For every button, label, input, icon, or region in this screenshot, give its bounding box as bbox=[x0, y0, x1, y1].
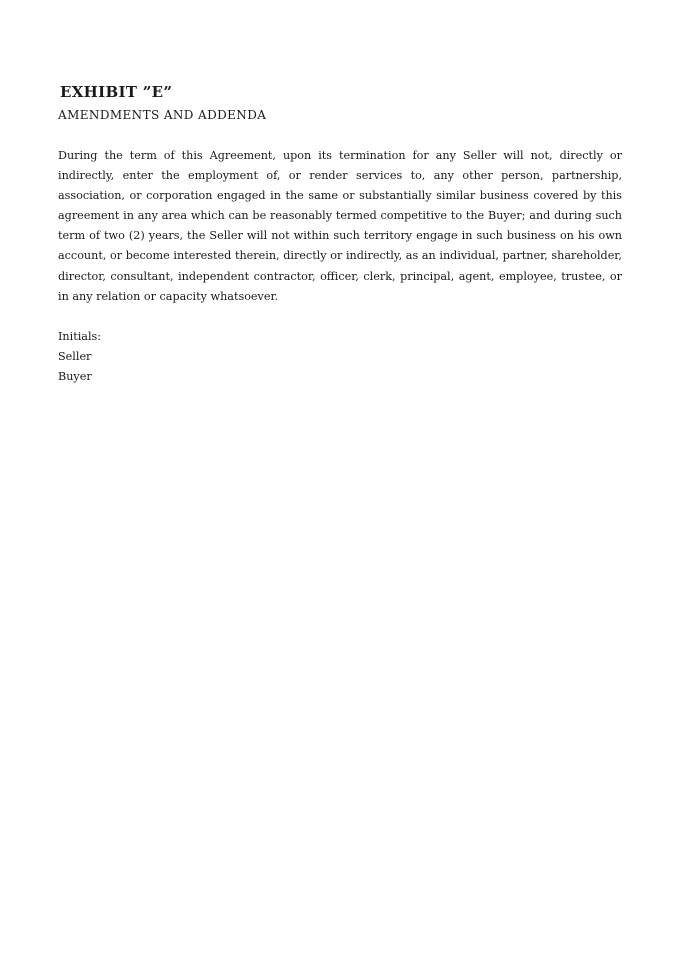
document-content bbox=[58, 82, 622, 387]
exhibit-subtitle: AMENDMENTS AND ADDENDA bbox=[58, 108, 267, 122]
initials-buyer: Buyer bbox=[58, 370, 92, 384]
initials-seller: Seller bbox=[58, 349, 92, 363]
initials-label: Initials: bbox=[58, 329, 102, 343]
exhibit-title: EXHIBIT ”E” bbox=[60, 83, 173, 101]
agreement-paragraph: During the term of this Agreement, upon its termination for any Seller will not, directly or indirectly, enter the employment of, or render services to, any other person, partnership, association, or corporation engaged in the same or substantially similar business covered by this agreement in any area which can be reasonably termed competitive to the Buyer; and during such term of two (2) years, the Seller will not within such territory engage in such business on his own account, or become interested therein, directly or indirectly, as an individual, partner, shareholder, director, consultant, independent contractor, officer, clerk, principal, agent, employee, trustee, or in any relation or capacity whatsoever. bbox=[58, 149, 622, 303]
initials-block bbox=[58, 327, 622, 388]
